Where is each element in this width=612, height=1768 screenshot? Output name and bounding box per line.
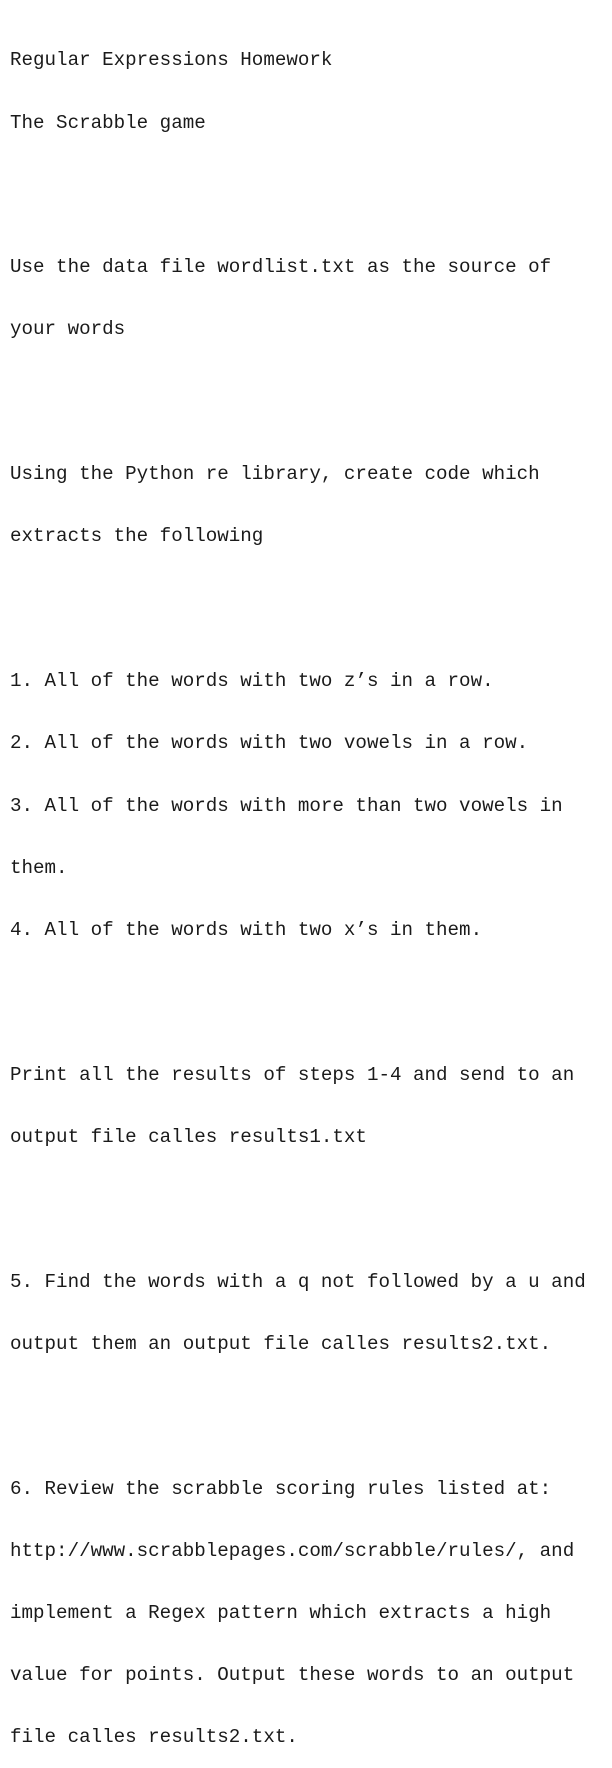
instructions-line: Using the Python re library, create code which — [10, 463, 540, 486]
print-results-line: Print all the results of steps 1-4 and send to an — [10, 1063, 575, 1086]
task-item-4: 4. All of the words with two x’s in them. — [10, 918, 483, 941]
homework-document — [10, 9, 586, 1768]
task-item-5-cont: output them an output file calles results2.txt. — [10, 1332, 552, 1355]
document-title: Regular Expressions Homework — [10, 49, 333, 72]
task-item-3-cont: them. — [10, 856, 68, 879]
spacer — [10, 175, 586, 196]
task-item-5: 5. Find the words with a q not followed by a u and — [10, 1270, 586, 1293]
task-item-2: 2. All of the words with two vowels in a row. — [10, 732, 529, 755]
instructions-line: extracts the following — [10, 525, 264, 548]
spacer — [10, 982, 586, 1003]
task-item-6: 6. Review the scrabble scoring rules listed at: — [10, 1477, 552, 1500]
spacer — [10, 382, 586, 403]
spacer — [10, 1396, 586, 1417]
scrabble-rules-url: http://www.scrabblepages.com/scrabble/rules/, and — [10, 1539, 575, 1562]
task-item-6-cont: file calles results2.txt. — [10, 1725, 298, 1748]
task-item-6-cont: value for points. Output these words to an output — [10, 1663, 575, 1686]
task-item-6-cont: implement a Regex pattern which extracts a high — [10, 1601, 552, 1624]
task-item-3: 3. All of the words with more than two vowels in — [10, 794, 563, 817]
intro-line: your words — [10, 318, 126, 341]
document-subtitle: The Scrabble game — [10, 111, 206, 134]
print-results-line: output file calles results1.txt — [10, 1125, 367, 1148]
spacer — [10, 589, 586, 610]
task-item-1: 1. All of the words with two z’s in a row. — [10, 670, 494, 693]
spacer — [10, 1189, 586, 1210]
intro-line: Use the data file wordlist.txt as the source of — [10, 256, 552, 279]
